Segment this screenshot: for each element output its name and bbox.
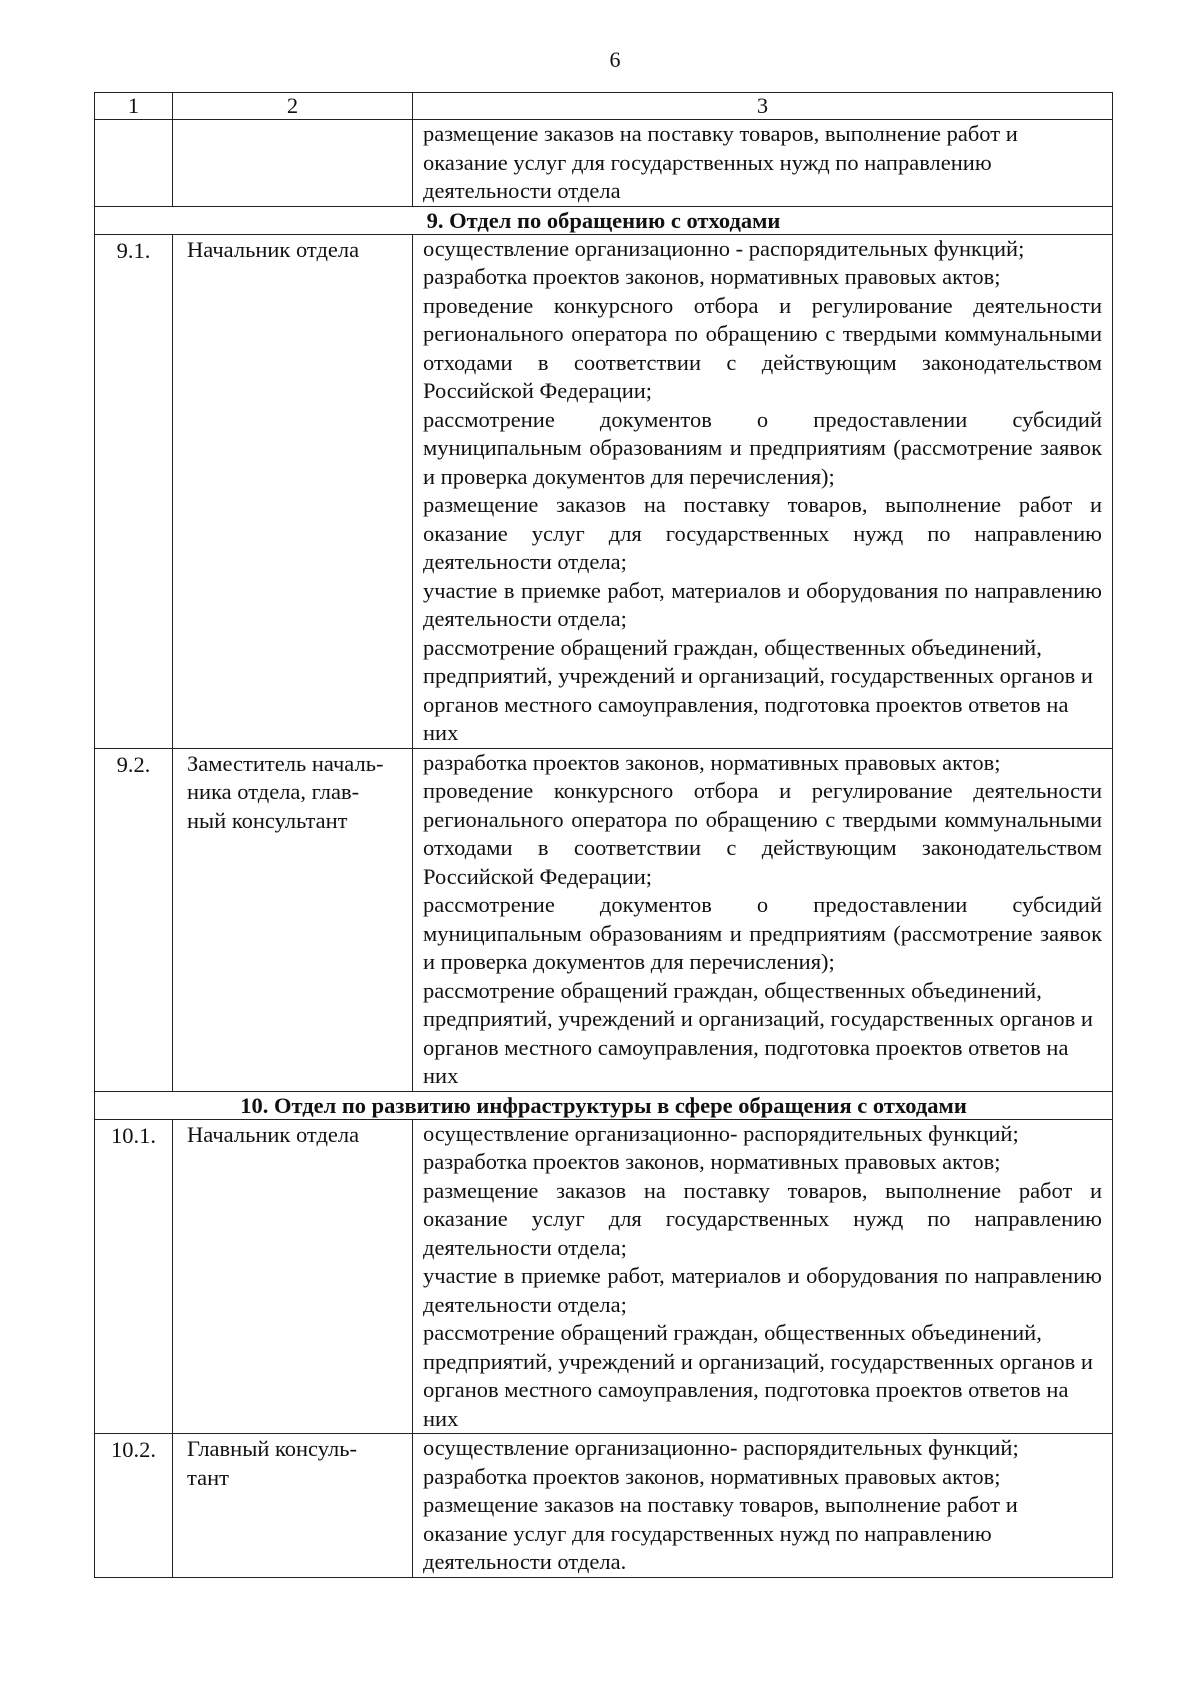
duty-item: рассмотрение обращений граждан, общественных объединений, предприятий, учреждений и организаций, государственных органов и органов местного самоуправления, подготовка проектов ответов на них [423, 634, 1093, 745]
duty-item: осуществление организационно - распорядительных функций; [423, 235, 1025, 261]
section-title: 9. Отдел по обращению с отходами [95, 206, 1113, 234]
section-title: 10. Отдел по развитию инфраструктуры в сфере обращения с отходами [95, 1091, 1113, 1119]
section-header-row [95, 1091, 1113, 1119]
duty-item: рассмотрение документов о предоставлении субсидий муниципальным образованиям и предприятиям (рассмотрение заявок и проверка документов для перечисления); [423, 406, 1102, 489]
duty-item: разработка проектов законов, нормативных правовых актов; [423, 749, 1001, 775]
position-row [95, 1434, 1113, 1578]
duty-item: участие в приемке работ, материалов и оборудования по направлению деятельности отдела; [423, 1263, 1102, 1317]
position-title: Главный консуль- тант [173, 1434, 413, 1578]
duties-table [94, 92, 1113, 1578]
column-number-row [95, 93, 1113, 120]
column-number-3: 3 [413, 93, 1113, 120]
duty-item: рассмотрение обращений граждан, общественных объединений, предприятий, учреждений и организаций, государственных органов и органов местного самоуправления, подготовка проектов ответов на них [423, 1320, 1093, 1431]
column-number-1: 1 [95, 93, 173, 120]
row-number: 10.1. [95, 1119, 173, 1434]
duty-item: осуществление организационно- распорядительных функций; [423, 1435, 1019, 1460]
position-title: Начальник отдела [173, 234, 413, 748]
page-number: 6 [609, 47, 621, 72]
duty-item: размещение заказов на поставку товаров, выполнение работ и оказание услуг для государственных нужд по направлению деятельности отдела; [423, 1177, 1102, 1260]
duties-cell [413, 748, 1113, 1091]
duty-item: размещение заказов на поставку товаров, выполнение работ и оказание услуг для государственных нужд по направлению деятельности отдела [423, 121, 1018, 203]
duties-cell [413, 1434, 1113, 1578]
position-row [95, 234, 1113, 748]
position-row [95, 748, 1113, 1091]
duty-item: проведение конкурсного отбора и регулирование деятельности регионального оператора по обращению с твердыми коммунальными отходами в соответствии с действующим законодательством Российской Федерации; [423, 292, 1102, 403]
position-row [95, 1119, 1113, 1434]
duty-item: участие в приемке работ, материалов и оборудования по направлению деятельности отдела; [423, 577, 1102, 631]
continuation-row [95, 120, 1113, 207]
duty-item: рассмотрение обращений граждан, общественных объединений, предприятий, учреждений и организаций, государственных органов и органов местного самоуправления, подготовка проектов ответов на них [423, 977, 1093, 1088]
row-number: 9.1. [95, 234, 173, 748]
row-number-cell [95, 120, 173, 207]
duty-item: разработка проектов законов, нормативных правовых актов; [423, 264, 1001, 289]
duty-item: рассмотрение документов о предоставлении субсидий муниципальным образованиям и предприятиям (рассмотрение заявок и проверка документов для перечисления); [423, 892, 1102, 974]
duty-item: размещение заказов на поставку товаров, выполнение работ и оказание услуг для государственных нужд по направлению деятельности отдела; [423, 492, 1102, 574]
duties-cell [413, 234, 1113, 748]
row-number: 9.2. [95, 748, 173, 1091]
duties-cell [413, 1119, 1113, 1434]
position-title: Начальник отдела [173, 1119, 413, 1434]
column-number-2: 2 [173, 93, 413, 120]
duty-item: разработка проектов законов, нормативных правовых актов; [423, 1463, 1001, 1489]
duties-cell [413, 120, 1113, 207]
section-header-row [95, 206, 1113, 234]
duty-item: осуществление организационно- распорядительных функций; [423, 1120, 1019, 1146]
duty-item: проведение конкурсного отбора и регулирование деятельности регионального оператора по обращению с твердыми коммунальными отходами в соответствии с действующим законодательством Российской Федерации; [423, 778, 1102, 889]
position-title: Заместитель началь- ника отдела, глав- ный консультант [173, 748, 413, 1091]
position-cell [173, 120, 413, 207]
row-number: 10.2. [95, 1434, 173, 1578]
duty-item: размещение заказов на поставку товаров, выполнение работ и оказание услуг для государственных нужд по направлению деятельности отдела. [423, 1492, 1018, 1574]
duty-item: разработка проектов законов, нормативных правовых актов; [423, 1149, 1001, 1174]
